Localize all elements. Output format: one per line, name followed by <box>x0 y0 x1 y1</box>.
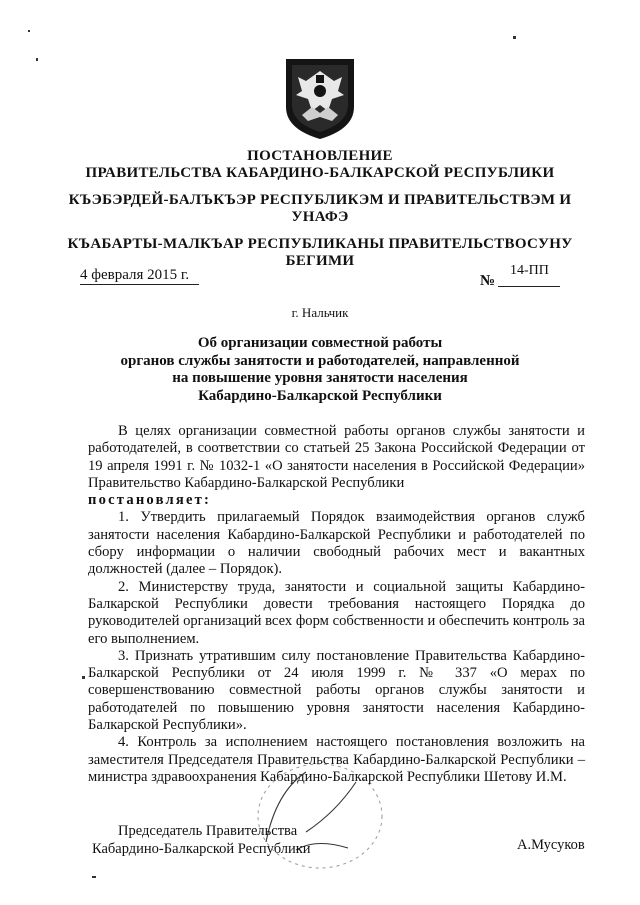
signatory-name: А.Мусуков <box>517 837 585 853</box>
balkar-heading-line2: БЕГИМИ <box>285 253 355 269</box>
signatory-position <box>92 822 311 858</box>
position-line: Председатель Правительства <box>118 823 298 839</box>
decree-number: 14-ПП <box>510 263 549 278</box>
title-line: на повышение уровня занятости населения <box>172 370 468 386</box>
date-number-row <box>80 263 560 289</box>
coat-of-arms-emblem <box>282 55 358 141</box>
scan-speck <box>92 876 96 878</box>
government-heading: ПРАВИТЕЛЬСТВА КАБАРДИНО-БАЛКАРСКОЙ РЕСПУБЛИКИ <box>85 165 555 181</box>
decree-body <box>88 423 585 786</box>
item-4-paragraph: 4. Контроль за исполнением настоящего постановления возложить на заместителя Председателя Правительства Кабардино-Балкарской Республики – министра здравоохранения Кабардино-Балкарской Республики Шетову И.М. <box>88 734 585 785</box>
number-label: № <box>480 273 496 289</box>
city-name: г. Нальчик <box>291 305 349 320</box>
decree-date: 4 февраля 2015 г. <box>80 267 199 285</box>
item-1-paragraph: 1. Утвердить прилагаемый Порядок взаимодействия органов служб занятости населения Кабардино-Балкарской Республики и работодателей по сбору информации о наличии свободный рабочих мест и вакантных должностей (далее – Порядок). <box>88 509 585 578</box>
decree-title <box>0 335 640 405</box>
intro-paragraph: В целях организации совместной работы органов службы занятости и работодателей, в соответствии со статьей 25 Закона Российской Федерации от 19 апреля 1991 г. № 1032-1 «О занятости населения в Российской Федерации» Правительство Кабардино-Балкарской Республики <box>88 423 585 491</box>
title-line: Кабардино-Балкарской Республики <box>198 387 442 404</box>
title-line: органов службы занятости и работодателей, направленной <box>120 352 520 369</box>
item-2-paragraph: 2. Министерству труда, занятости и социальной защиты Кабардино-Балкарской Республики довести требования настоящего Порядка до руководителей организаций всех форм собственности и обеспечить контроль за его выполнением. <box>88 578 585 647</box>
title-line: Об организации совместной работы <box>197 335 443 351</box>
doc-type-heading: ПОСТАНОВЛЕНИЕ <box>247 148 393 164</box>
scan-speck <box>36 58 38 61</box>
scan-speck <box>82 676 85 679</box>
number-underline <box>498 286 560 287</box>
position-line: Кабардино-Балкарской Республики <box>92 841 311 857</box>
scan-speck <box>28 30 30 32</box>
kabardian-heading-line1: КЪЭБЭРДЕЙ-БАЛЪКЪЭР РЕСПУБЛИКЭМ И ПРАВИТЕЛЬСТВЭМ И <box>68 192 572 208</box>
decree-keyword: постановляет: <box>88 492 212 509</box>
balkar-heading-line1: КЪАБАРТЫ-МАЛКЪАР РЕСПУБЛИКАНЫ ПРАВИТЕЛЬСТВОСУНУ <box>67 236 573 252</box>
kabardian-heading-line2: УНАФЭ <box>291 209 349 225</box>
scan-speck <box>513 36 516 39</box>
item-3-paragraph: 3. Признать утратившим силу постановление Правительства Кабардино-Балкарской Республики от 24 июля 1999 г. № 337 «О мерах по совершенствованию совместной работы органов службы занятости и работодателей по повышению уровня занятости населения Кабардино-Балкарской Республики». <box>88 647 585 734</box>
